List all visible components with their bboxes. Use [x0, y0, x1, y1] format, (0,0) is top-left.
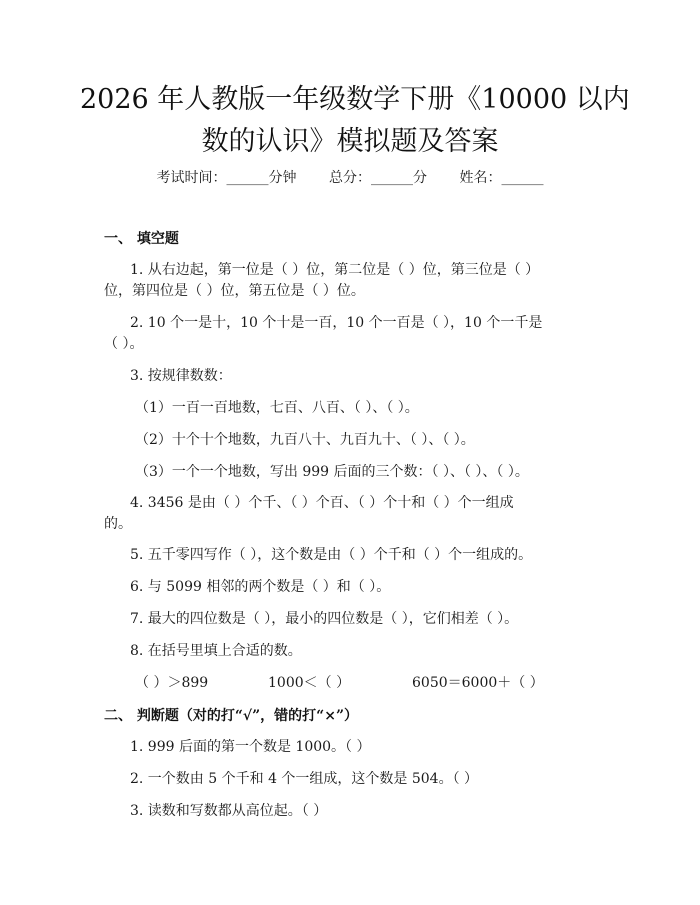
fill-question-4-line2: 的。: [104, 516, 132, 532]
exam-info-row: [0, 168, 700, 188]
comparison-item-3: 6050＝6000＋（ ）: [412, 675, 544, 691]
fill-question-7: 7. 最大的四位数是（ ），最小的四位数是（ ），它们相差（ ）。: [130, 611, 519, 627]
judge-question-2: 2. 一个数由 5 个千和 4 个一组成，这个数是 504。（ ）: [130, 771, 479, 787]
comparison-item-1: （ ）＞899: [135, 675, 209, 691]
fill-question-3-sub3: （3）一个一个地数，写出 999 后面的三个数：（ ）、（ ）、（ ）。: [135, 464, 529, 480]
student-name-field: 姓名：______: [459, 170, 544, 186]
fill-question-2-line2: （ ）。: [104, 336, 144, 352]
fill-question-4-line1: 4. 3456 是由（ ）个千、（ ）个百、（ ）个十和（ ）个一组成: [130, 495, 514, 511]
fill-question-3-sub2: （2）十个十个地数，九百八十、九百九十、（ ）、（ ）。: [135, 432, 475, 448]
fill-question-3-sub1: （1）一百一百地数，七百、八百、（ ）、（ ）。: [135, 400, 419, 416]
fill-question-2-line1: 2. 10 个一是十，10 个十是一百，10 个一百是（ ），10 个一千是: [130, 315, 543, 331]
fill-question-5: 5. 五千零四写作（ ），这个数是由（ ）个千和（ ）个一组成的。: [130, 547, 533, 563]
section1-heading: 一、 填空题: [104, 231, 179, 247]
comparison-item-2: 1000＜（ ）: [268, 675, 351, 691]
total-score-field: 总分：______分: [329, 170, 427, 186]
fill-question-1-line1: 1. 从右边起，第一位是（ ）位，第二位是（ ）位，第三位是（ ）: [130, 262, 540, 278]
exam-time-field: 考试时间：______分钟: [156, 170, 297, 186]
judge-question-3: 3. 读数和写数都从高位起。（ ）: [130, 803, 328, 819]
fill-question-8: 8. 在括号里填上合适的数。: [130, 643, 302, 659]
fill-question-6: 6. 与 5099 相邻的两个数是（ ）和（ ）。: [130, 579, 391, 595]
document-title-line2: 数的认识》模拟题及答案: [201, 126, 499, 157]
fill-question-1-line2: 位，第四位是（ ）位，第五位是（ ）位。: [104, 283, 365, 299]
section2-heading: 二、 判断题（对的打“√”，错的打“×”）: [104, 708, 359, 724]
judge-question-1: 1. 999 后面的第一个数是 1000。（ ）: [130, 739, 371, 755]
document-title-line1: 2026 年人教版一年级数学下册《10000 以内: [80, 84, 630, 115]
fill-question-3: 3. 按规律数数：: [130, 368, 232, 384]
